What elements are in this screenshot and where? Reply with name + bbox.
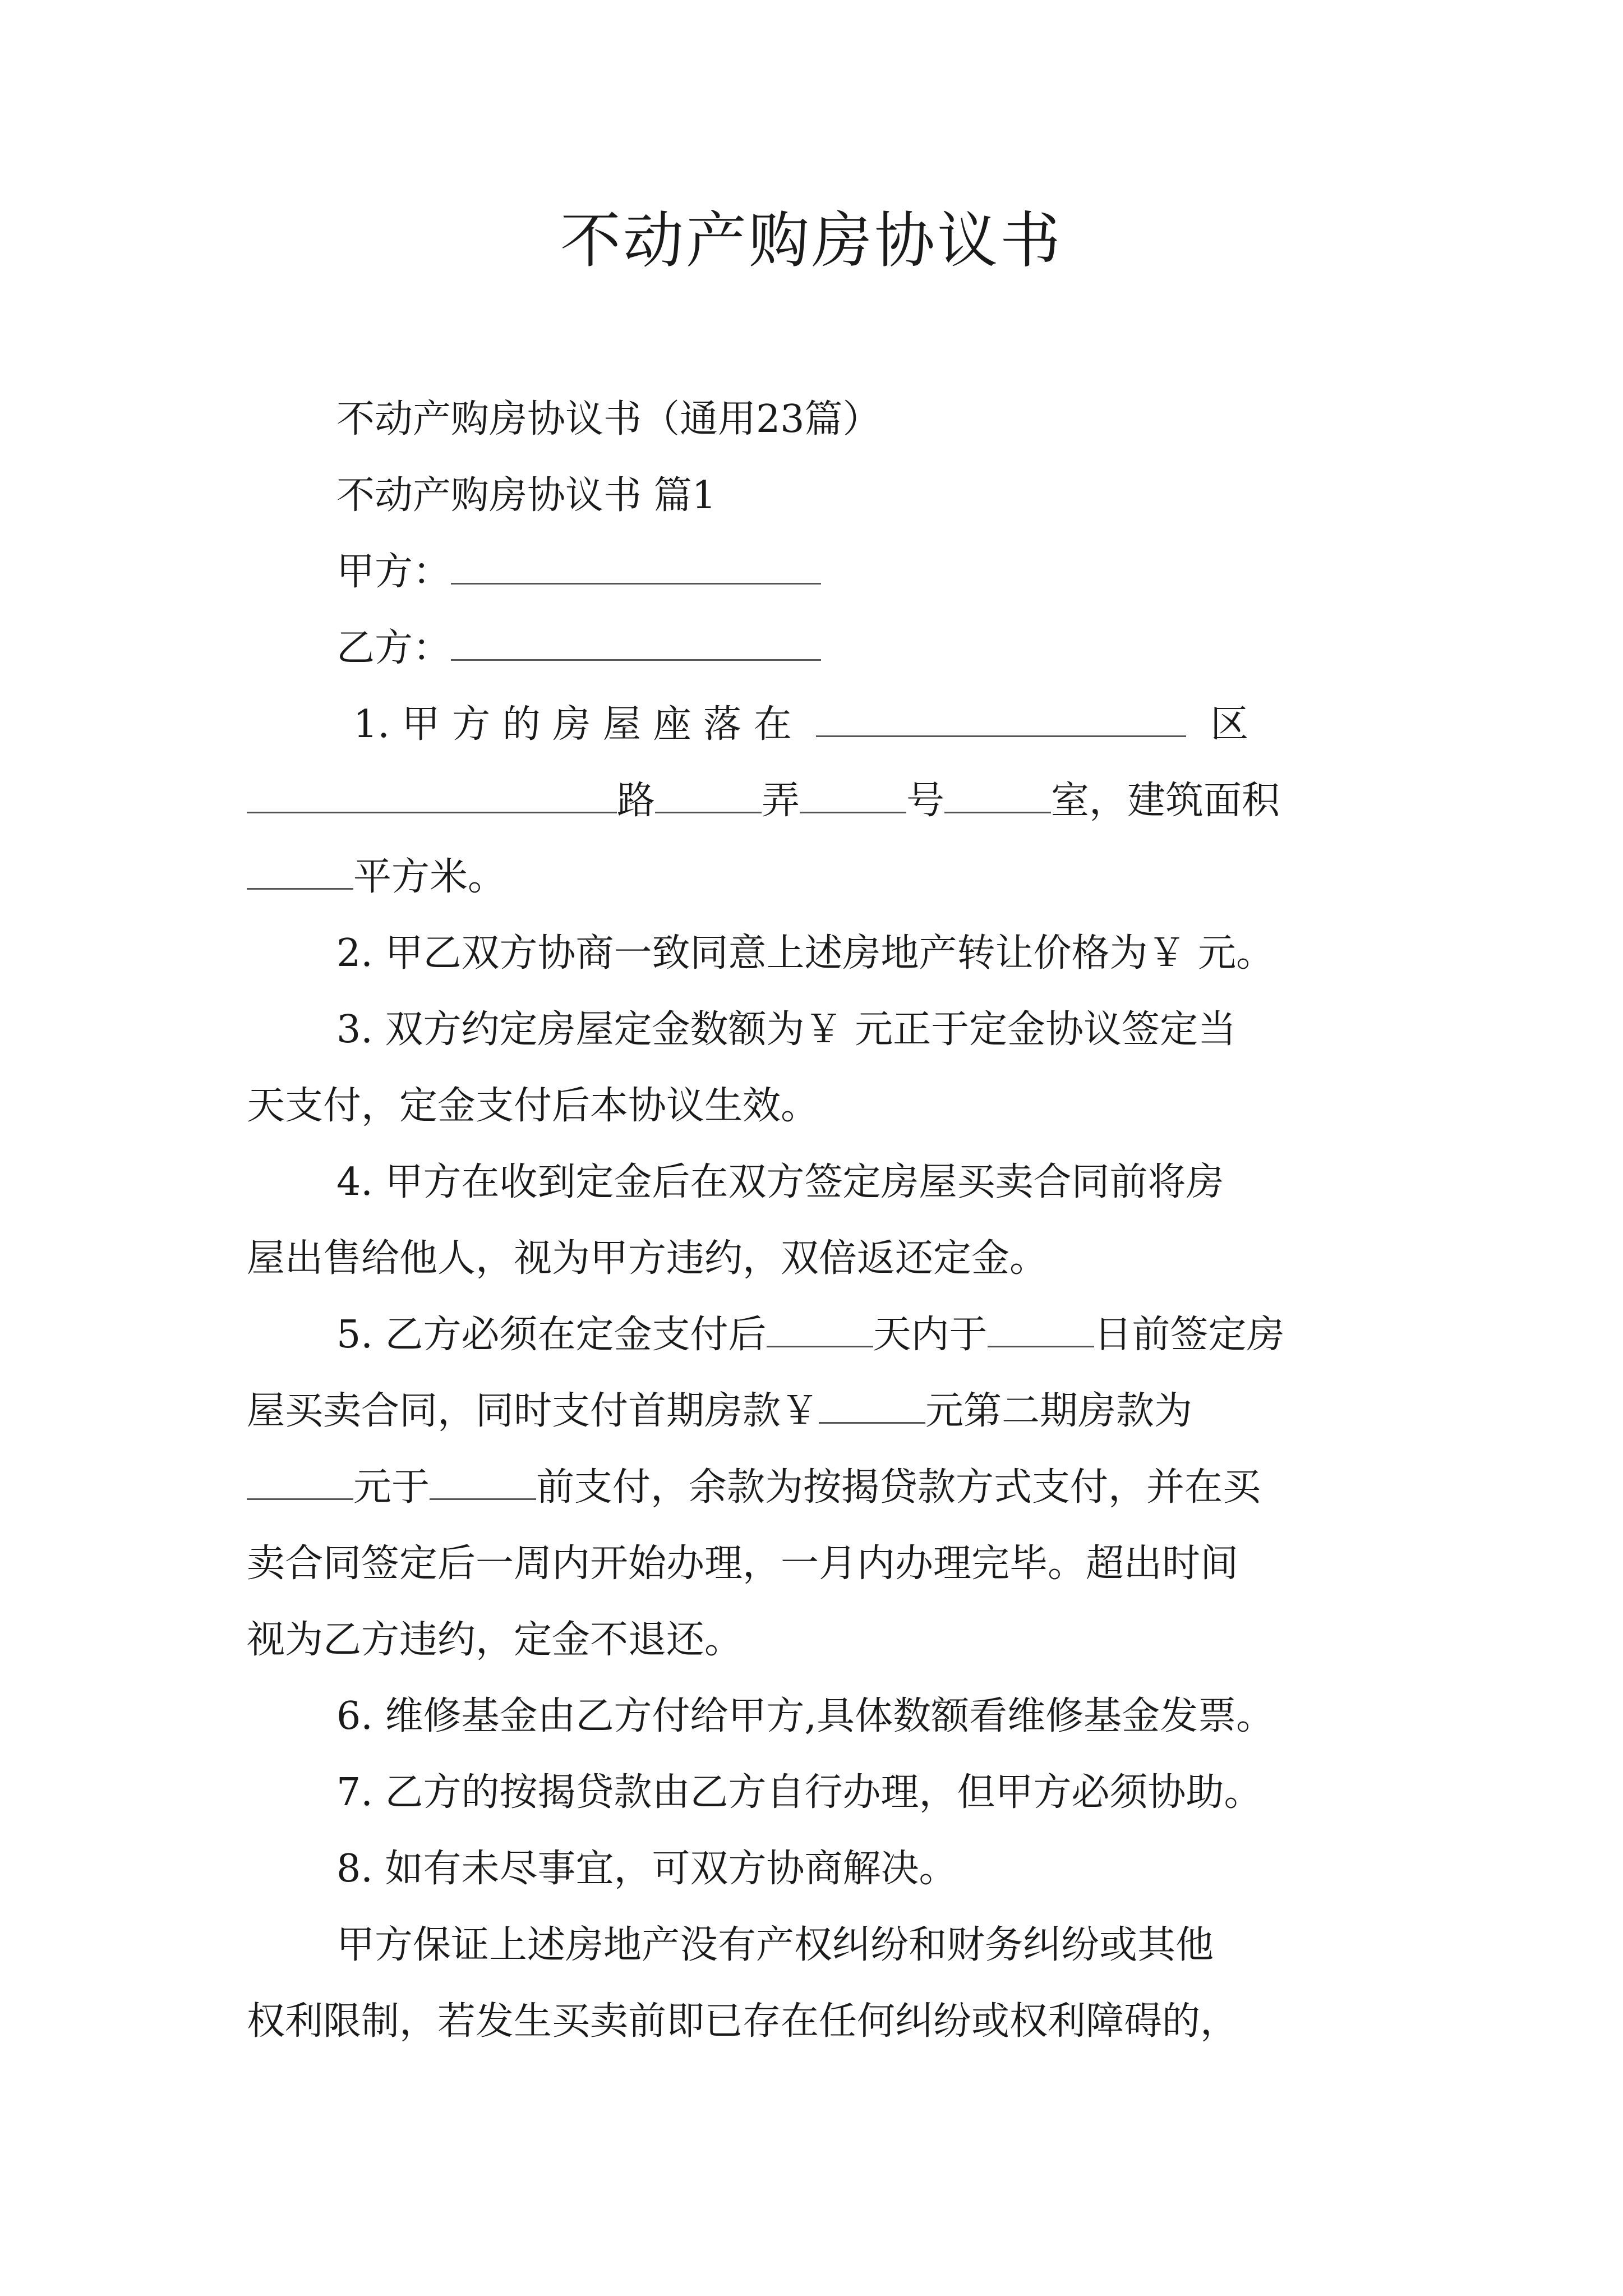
- clause1-district-blank[interactable]: [247, 776, 617, 813]
- clause5-line5: 视为乙方违约，定金不退还。: [247, 1618, 743, 1662]
- clause5-second-payment-blank[interactable]: [247, 1462, 353, 1500]
- party-b-label: 乙方：: [336, 626, 451, 670]
- clause1-line3: [247, 839, 506, 915]
- clause8: 8. 如有未尽事宜，可双方协商解决。: [336, 1847, 957, 1891]
- clause5-text-d: 屋买卖合同，同时支付首期房款￥: [247, 1389, 819, 1433]
- clause5-days-blank[interactable]: [767, 1310, 873, 1347]
- clause5-line2: [247, 1373, 1192, 1450]
- clause1-location-blank[interactable]: [816, 700, 1186, 737]
- party-a-line: [336, 534, 821, 610]
- clause1-unit: 平方米。: [353, 855, 506, 899]
- clause5-text-a: 5. 乙方必须在定金支付后: [336, 1313, 767, 1357]
- clause5-line3: [247, 1450, 1261, 1526]
- clause1-lane: 弄: [762, 779, 800, 823]
- clause3-line1: 3. 双方约定房屋定金数额为￥ 元正于定金协议签定当: [336, 1007, 1237, 1052]
- clause5-date-blank[interactable]: [988, 1310, 1094, 1347]
- clause1-district: 区: [1210, 702, 1249, 747]
- clause2: 2. 甲乙双方协商一致同意上述房地产转让价格为￥ 元。: [336, 931, 1275, 976]
- clause5-line4: 卖合同签定后一周内开始办理，一月内办理完毕。超出时间: [247, 1542, 1239, 1586]
- section-heading: 不动产购房协议书 篇1: [336, 473, 716, 518]
- clause5-text-b: 天内于: [873, 1313, 988, 1357]
- clause5-text-g: 前支付，余款为按揭贷款方式支付，并在买: [536, 1465, 1261, 1510]
- clause1-area-blank[interactable]: [247, 852, 353, 890]
- clause4-line2: 屋出售给他人，视为甲方违约，双倍返还定金。: [247, 1236, 1048, 1281]
- clause1-prefix: 1. 甲 方 的 房 屋 座 落 在: [353, 702, 792, 747]
- clause1-line2: [247, 763, 1280, 839]
- clause1-line1: [353, 687, 1248, 763]
- clause5-first-payment-blank[interactable]: [819, 1386, 925, 1424]
- clause6: 6. 维修基金由乙方付给甲方,具体数额看维修基金发票。: [336, 1694, 1275, 1738]
- party-a-label: 甲方：: [336, 550, 451, 594]
- clause1-road: 路: [617, 779, 656, 823]
- clause1-road-blank[interactable]: [655, 776, 762, 813]
- clause1-lane-blank[interactable]: [800, 776, 906, 813]
- clause5-text-e: 元第二期房款为: [925, 1389, 1193, 1433]
- clause5-line1: [336, 1297, 1285, 1373]
- document-title: 不动产购房协议书: [560, 206, 1063, 276]
- party-b-blank[interactable]: [451, 623, 821, 661]
- party-b-line: [336, 610, 821, 687]
- clause1-number-blank[interactable]: [944, 776, 1051, 813]
- party-a-blank[interactable]: [451, 547, 821, 585]
- clause1-number: 号: [906, 779, 945, 823]
- clause5-text-c: 日前签定房: [1094, 1313, 1285, 1357]
- clause7: 7. 乙方的按揭贷款由乙方自行办理，但甲方必须协助。: [336, 1770, 1262, 1815]
- clause1-room-area: 室，建筑面积: [1051, 779, 1280, 823]
- guarantee-line2: 权利限制，若发生买卖前即已存在任何纠纷或权利障碍的，: [247, 1999, 1239, 2044]
- subtitle: 不动产购房协议书（通用23篇）: [336, 397, 881, 441]
- clause5-second-date-blank[interactable]: [430, 1462, 536, 1500]
- clause3-line2: 天支付，定金支付后本协议生效。: [247, 1084, 819, 1128]
- guarantee-line1: 甲方保证上述房地产没有产权纠纷和财务纠纷或其他: [336, 1923, 1214, 1967]
- clause4-line1: 4. 甲方在收到定金后在双方签定房屋买卖合同前将房: [336, 1160, 1224, 1204]
- clause5-text-f: 元于: [353, 1465, 430, 1510]
